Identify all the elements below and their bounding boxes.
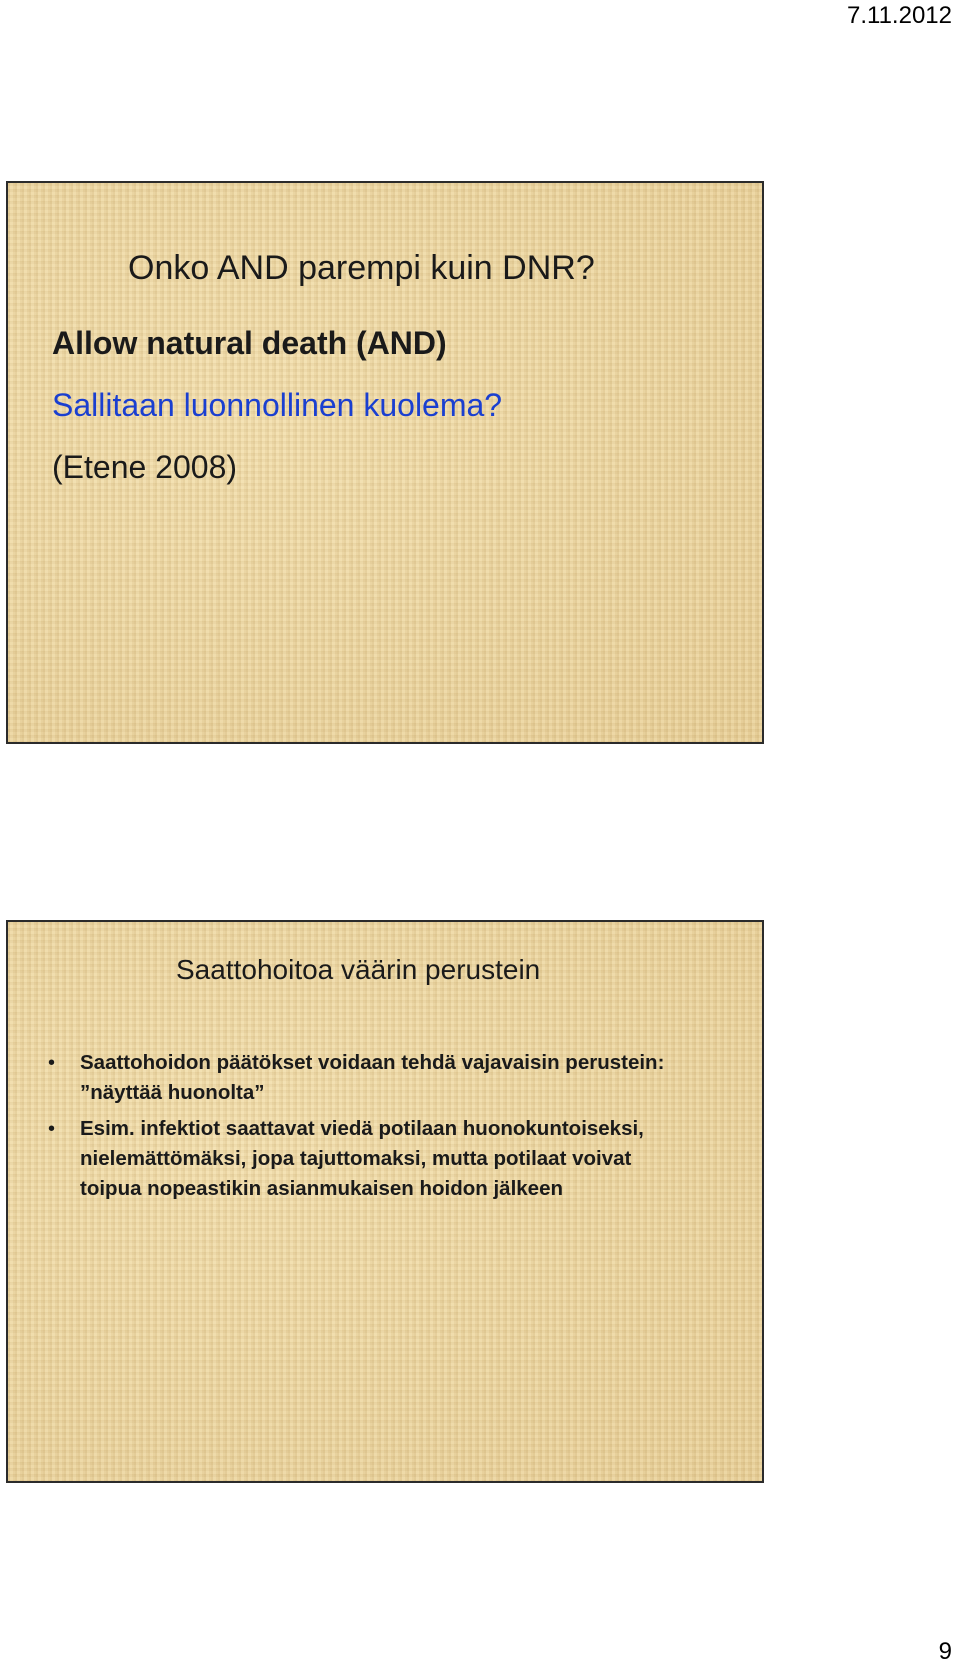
slide-1-line-etene: (Etene 2008) [52, 449, 238, 485]
slide-2 [6, 920, 764, 1483]
bullet-text-line: Saattohoidon päätökset voidaan tehdä vajavaisin perustein: [80, 1051, 665, 1074]
bullet-dot-icon: • [48, 1052, 56, 1074]
bullet-dot-icon: • [48, 1118, 56, 1140]
bullet-text-line: ”näyttää huonolta” [80, 1081, 265, 1104]
slide-2-bullet-list [48, 1048, 748, 1210]
bullet-text-line: Esim. infektiot saattavat viedä potilaan huonokuntoiseksi, [80, 1117, 644, 1140]
bullet-item [48, 1114, 748, 1204]
page-number: 9 [938, 1638, 952, 1665]
slide-1-line-sallitaan: Sallitaan luonnollinen kuolema? [52, 387, 503, 423]
slide-2-title: Saattohoitoa väärin perustein [176, 954, 541, 985]
bullet-text-line: nielemättömäksi, jopa tajuttomaksi, mutta potilaat voivat [80, 1147, 632, 1170]
bullet-item [48, 1048, 748, 1108]
bullet-text-line: toipua nopeastikin asianmukaisen hoidon jälkeen [80, 1177, 564, 1200]
page-date: 7.11.2012 [847, 2, 952, 29]
slide-1 [6, 181, 764, 744]
slide-1-line-and: Allow natural death (AND) [52, 325, 447, 361]
slide-1-title: Onko AND parempi kuin DNR? [128, 249, 595, 287]
